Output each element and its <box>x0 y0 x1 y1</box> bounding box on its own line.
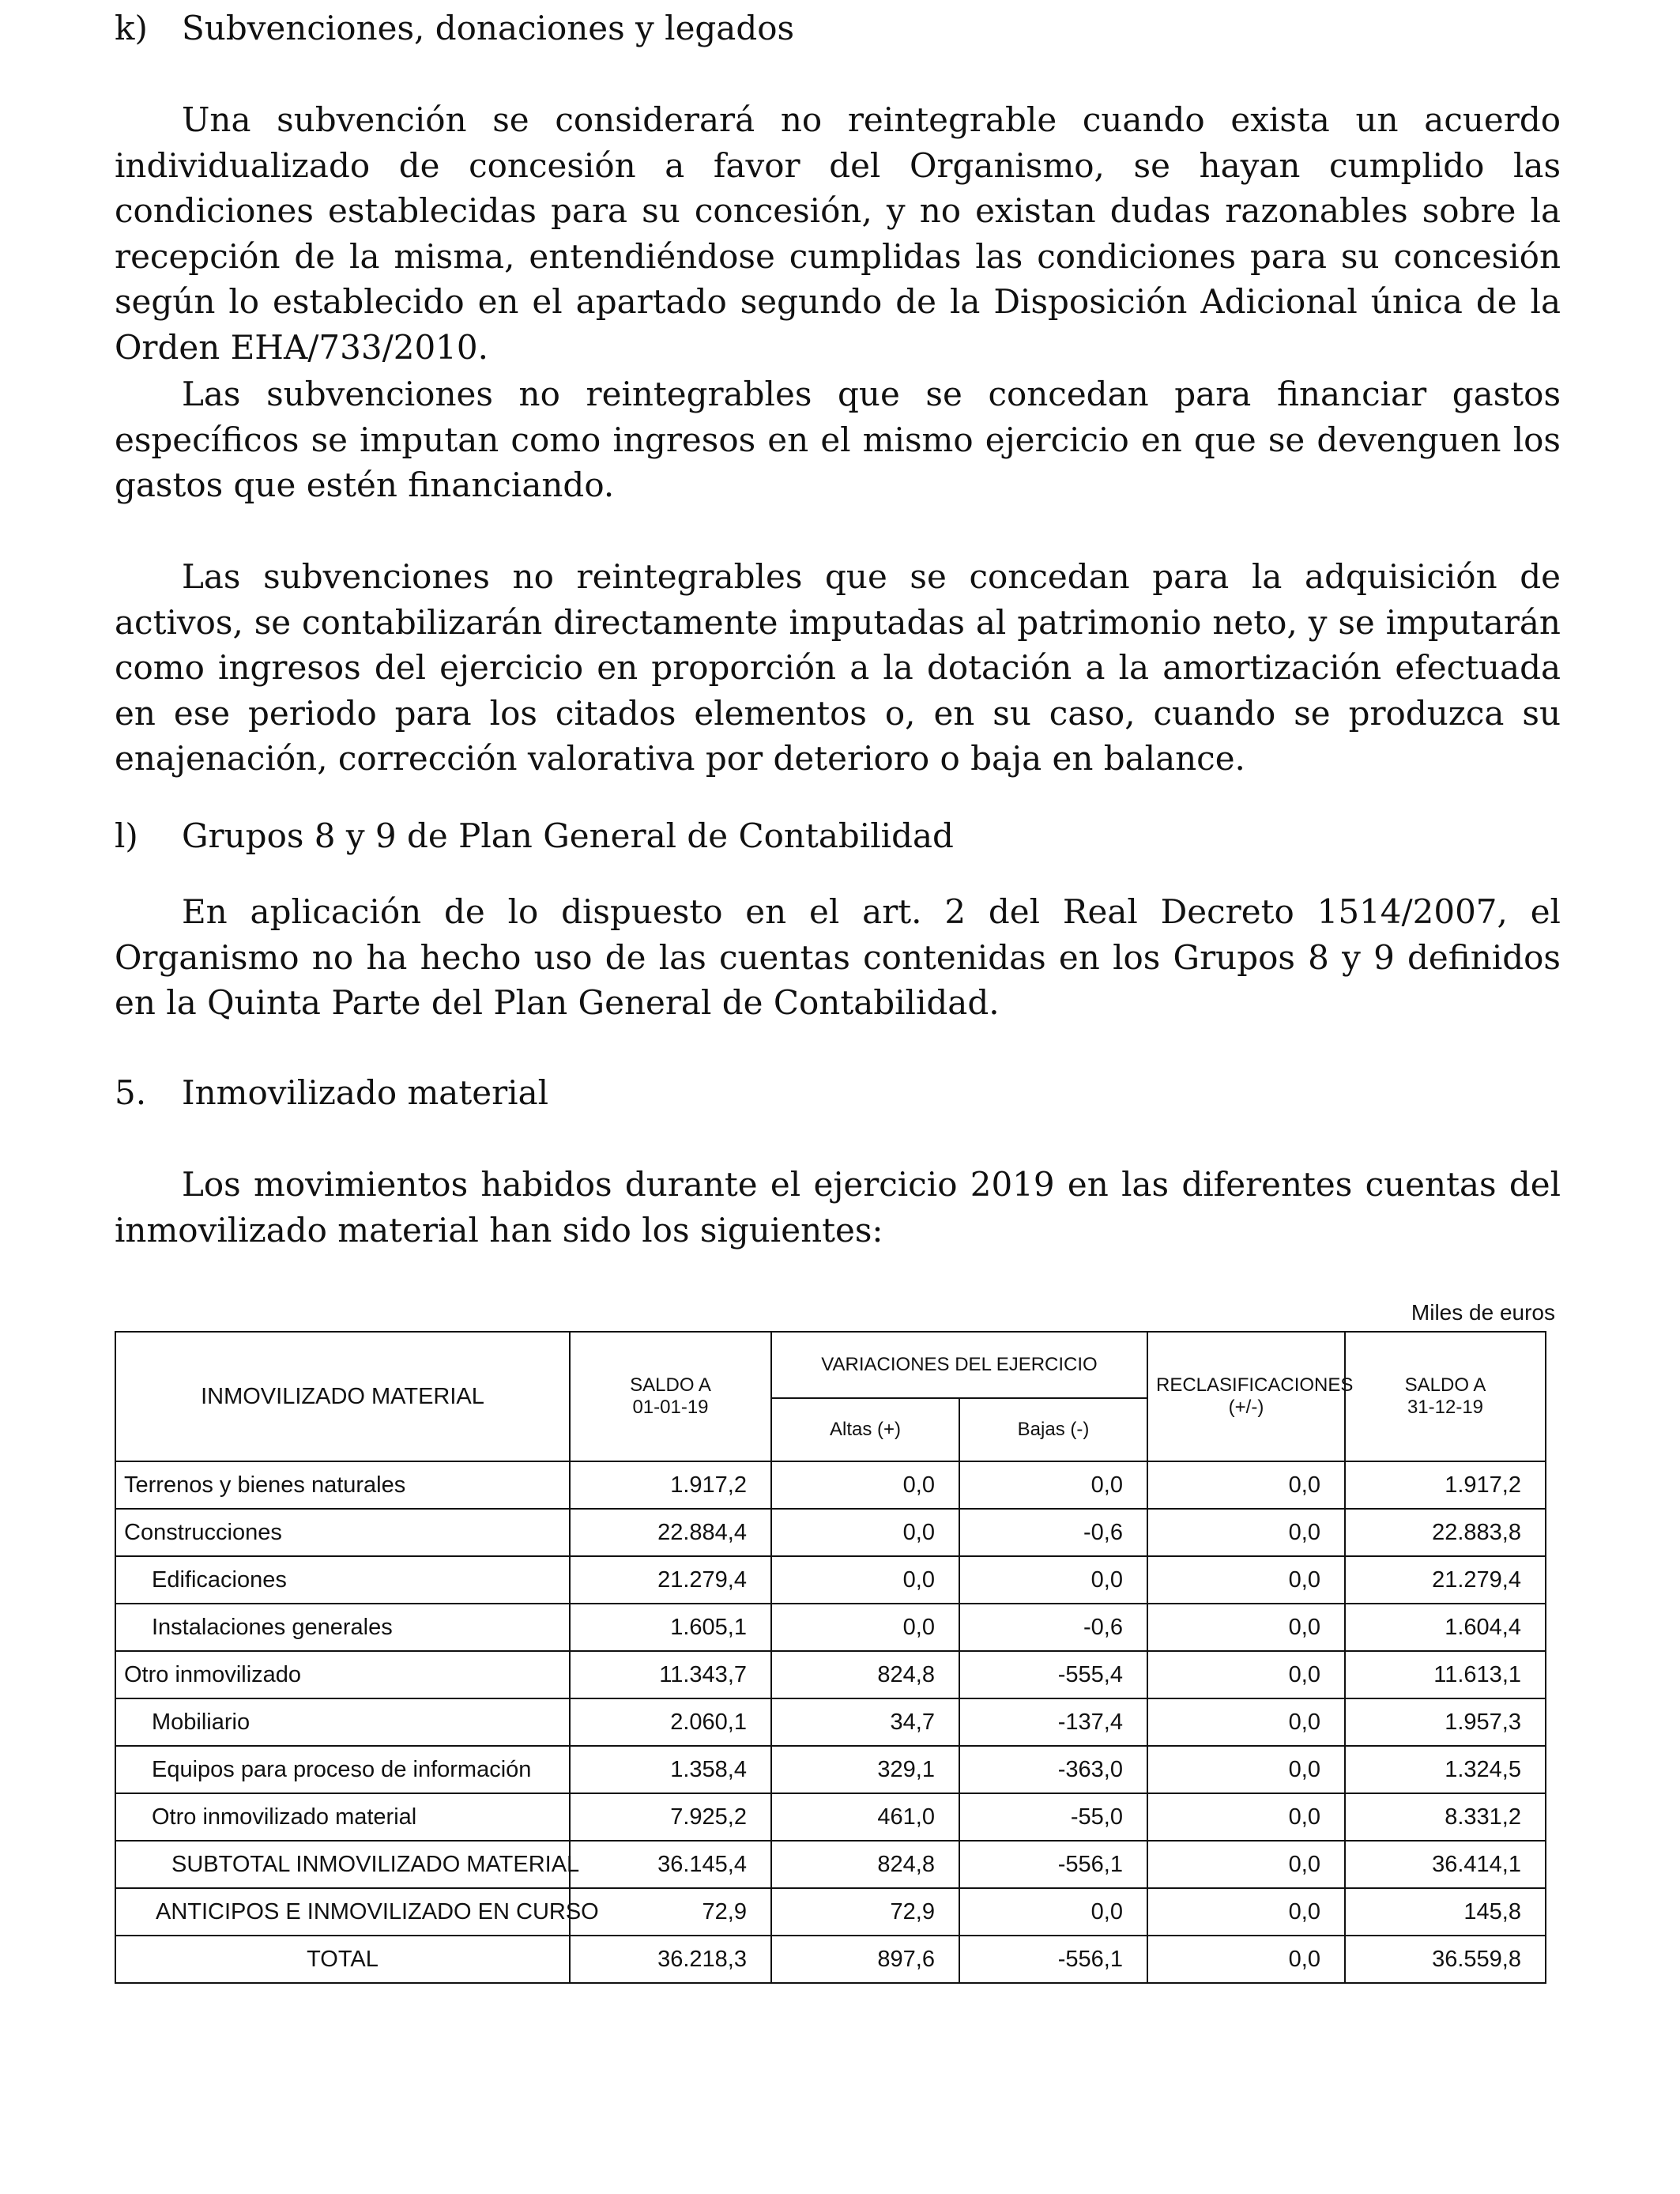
cell-bajas: 0,0 <box>959 1888 1147 1936</box>
cell-altas: 824,8 <box>771 1841 959 1888</box>
cell-saldo-inicial: 1.605,1 <box>570 1604 771 1651</box>
paragraph-text: Una subvención se considerará no reintegrable cuando exista un acuerdo individualizado de concesión a favor del Organismo, se hayan cumplido las condiciones establecidas para su concesión, y no existan dudas razonables sobre la recepción de la misma, entendiéndose cumplidas las condiciones para su concesión según lo establecido en el apartado segundo de la Disposición Adicional única de la Orden EHA/733/2010. <box>115 100 1561 367</box>
paragraph-text: Las subvenciones no reintegrables que se concedan para la adquisición de activos, se contabilizarán directamente imputadas al patrimonio neto, y se imputarán como ingresos del ejercicio en proporción a la dotación a la amortización efectuada en ese periodo para los citados elementos o, en su caso, cuando se produzca su enajenación, corrección valorativa por deterioro o baja en balance. <box>115 557 1561 778</box>
paragraph-text: Las subvenciones no reintegrables que se concedan para financiar gastos específicos se imputan como ingresos en el mismo ejercicio en que se devenguen los gastos que estén financiando. <box>115 375 1561 504</box>
cell-saldo-inicial: 36.145,4 <box>570 1841 771 1888</box>
section-l-title: Grupos 8 y 9 de Plan General de Contabilidad <box>182 816 954 855</box>
cell-reclasificaciones: 0,0 <box>1147 1698 1345 1746</box>
cell-altas: 0,0 <box>771 1509 959 1556</box>
row-label: Instalaciones generales <box>115 1604 570 1651</box>
cell-bajas: -137,4 <box>959 1698 1147 1746</box>
table-row <box>115 1746 1546 1793</box>
cell-saldo-inicial: 21.279,4 <box>570 1556 771 1604</box>
header-bajas: Bajas (-) <box>959 1398 1147 1461</box>
cell-altas: 72,9 <box>771 1888 959 1936</box>
cell-reclasificaciones: 0,0 <box>1147 1888 1345 1936</box>
paragraph-text: En aplicación de lo dispuesto en el art. 2 del Real Decreto 1514/2007, el Organismo no ha hecho uso de las cuentas contenidas en los Grupos 8 y 9 definidos en la Quinta Parte del Plan General de Contabilidad. <box>115 892 1561 1022</box>
header-reclasificaciones-sign: (+/-) <box>1228 1397 1264 1418</box>
cell-saldo-final: 1.324,5 <box>1345 1746 1546 1793</box>
table-units-label: Miles de euros <box>1411 1300 1555 1325</box>
cell-saldo-final: 1.957,3 <box>1345 1698 1546 1746</box>
table-row <box>115 1793 1546 1841</box>
table-row-total <box>115 1936 1546 1983</box>
cell-altas: 329,1 <box>771 1746 959 1793</box>
row-label: Mobiliario <box>115 1698 570 1746</box>
cell-saldo-final: 1.604,4 <box>1345 1604 1546 1651</box>
cell-bajas: -55,0 <box>959 1793 1147 1841</box>
cell-bajas: -0,6 <box>959 1509 1147 1556</box>
cell-bajas: 0,0 <box>959 1556 1147 1604</box>
paragraph-text: Los movimientos habidos durante el ejercicio 2019 en las diferentes cuentas del inmovilizado material han sido los siguientes: <box>115 1165 1561 1250</box>
cell-altas: 897,6 <box>771 1936 959 1983</box>
cell-saldo-inicial: 2.060,1 <box>570 1698 771 1746</box>
section-k-paragraph-1 <box>115 97 1561 370</box>
row-label: TOTAL <box>115 1936 570 1983</box>
header-concept: INMOVILIZADO MATERIAL <box>115 1332 570 1461</box>
section-k-paragraph-2 <box>115 371 1561 508</box>
section-5-heading <box>115 1071 548 1115</box>
cell-saldo-final: 8.331,2 <box>1345 1793 1546 1841</box>
cell-altas: 824,8 <box>771 1651 959 1698</box>
header-saldo-inicial-label: SALDO A <box>630 1374 711 1396</box>
section-k-heading <box>115 6 794 51</box>
cell-altas: 0,0 <box>771 1604 959 1651</box>
table-row-subtotal <box>115 1841 1546 1888</box>
section-l-paragraph <box>115 889 1561 1026</box>
cell-altas: 0,0 <box>771 1556 959 1604</box>
section-5-title: Inmovilizado material <box>182 1073 549 1112</box>
table-row <box>115 1698 1546 1746</box>
header-reclasificaciones <box>1147 1332 1354 1461</box>
table-row <box>115 1651 1546 1698</box>
header-altas: Altas (+) <box>771 1398 959 1461</box>
section-l-heading <box>115 814 954 858</box>
section-k-paragraph-3 <box>115 554 1561 782</box>
cell-reclasificaciones: 0,0 <box>1147 1651 1345 1698</box>
cell-saldo-final: 1.917,2 <box>1345 1461 1546 1509</box>
cell-saldo-inicial: 11.343,7 <box>570 1651 771 1698</box>
header-saldo-final <box>1345 1332 1546 1461</box>
header-saldo-inicial-date: 01-01-19 <box>632 1397 709 1418</box>
row-label: Otro inmovilizado <box>115 1651 570 1698</box>
cell-reclasificaciones: 0,0 <box>1147 1746 1345 1793</box>
row-label: Otro inmovilizado material <box>115 1793 570 1841</box>
cell-reclasificaciones: 0,0 <box>1147 1556 1345 1604</box>
table-row <box>115 1604 1546 1651</box>
section-k-number: k) <box>115 9 148 47</box>
table-row-anticipos <box>115 1888 1546 1936</box>
cell-saldo-final: 11.613,1 <box>1345 1651 1546 1698</box>
cell-altas: 34,7 <box>771 1698 959 1746</box>
cell-saldo-inicial: 22.884,4 <box>570 1509 771 1556</box>
cell-bajas: -0,6 <box>959 1604 1147 1651</box>
row-label: Terrenos y bienes naturales <box>115 1461 570 1509</box>
cell-saldo-final: 36.414,1 <box>1345 1841 1546 1888</box>
table-row <box>115 1461 1546 1509</box>
section-5-number: 5. <box>115 1073 147 1112</box>
row-label: SUBTOTAL INMOVILIZADO MATERIAL <box>115 1841 570 1888</box>
cell-bajas: 0,0 <box>959 1461 1147 1509</box>
row-label: Equipos para proceso de información <box>115 1746 570 1793</box>
table-header-row-1 <box>115 1332 1546 1398</box>
cell-saldo-final: 36.559,8 <box>1345 1936 1546 1983</box>
header-saldo-final-label: SALDO A <box>1404 1374 1486 1396</box>
cell-bajas: -556,1 <box>959 1936 1147 1983</box>
cell-bajas: -555,4 <box>959 1651 1147 1698</box>
row-label: Construcciones <box>115 1509 570 1556</box>
cell-saldo-inicial: 36.218,3 <box>570 1936 771 1983</box>
cell-saldo-final: 145,8 <box>1345 1888 1546 1936</box>
cell-altas: 461,0 <box>771 1793 959 1841</box>
cell-reclasificaciones: 0,0 <box>1147 1604 1345 1651</box>
cell-bajas: -556,1 <box>959 1841 1147 1888</box>
header-reclasificaciones-label: RECLASIFICACIONES <box>1156 1374 1354 1396</box>
row-label: ANTICIPOS E INMOVILIZADO EN CURSO <box>115 1888 570 1936</box>
cell-reclasificaciones: 0,0 <box>1147 1936 1345 1983</box>
row-label: Edificaciones <box>115 1556 570 1604</box>
cell-reclasificaciones: 0,0 <box>1147 1793 1345 1841</box>
cell-saldo-final: 22.883,8 <box>1345 1509 1546 1556</box>
header-saldo-inicial <box>570 1332 771 1461</box>
cell-reclasificaciones: 0,0 <box>1147 1509 1345 1556</box>
section-l-number: l) <box>115 816 138 855</box>
header-variaciones: VARIACIONES DEL EJERCICIO <box>771 1332 1147 1398</box>
section-5-paragraph <box>115 1162 1561 1253</box>
header-saldo-final-date: 31-12-19 <box>1407 1397 1484 1418</box>
cell-saldo-inicial: 72,9 <box>570 1888 771 1936</box>
cell-saldo-final: 21.279,4 <box>1345 1556 1546 1604</box>
table-row <box>115 1509 1546 1556</box>
inmovilizado-table <box>115 1331 1546 1984</box>
cell-reclasificaciones: 0,0 <box>1147 1461 1345 1509</box>
section-k-title: Subvenciones, donaciones y legados <box>182 9 795 47</box>
cell-saldo-inicial: 7.925,2 <box>570 1793 771 1841</box>
cell-saldo-inicial: 1.358,4 <box>570 1746 771 1793</box>
cell-altas: 0,0 <box>771 1461 959 1509</box>
table-row <box>115 1556 1546 1604</box>
cell-saldo-inicial: 1.917,2 <box>570 1461 771 1509</box>
cell-bajas: -363,0 <box>959 1746 1147 1793</box>
cell-reclasificaciones: 0,0 <box>1147 1841 1345 1888</box>
